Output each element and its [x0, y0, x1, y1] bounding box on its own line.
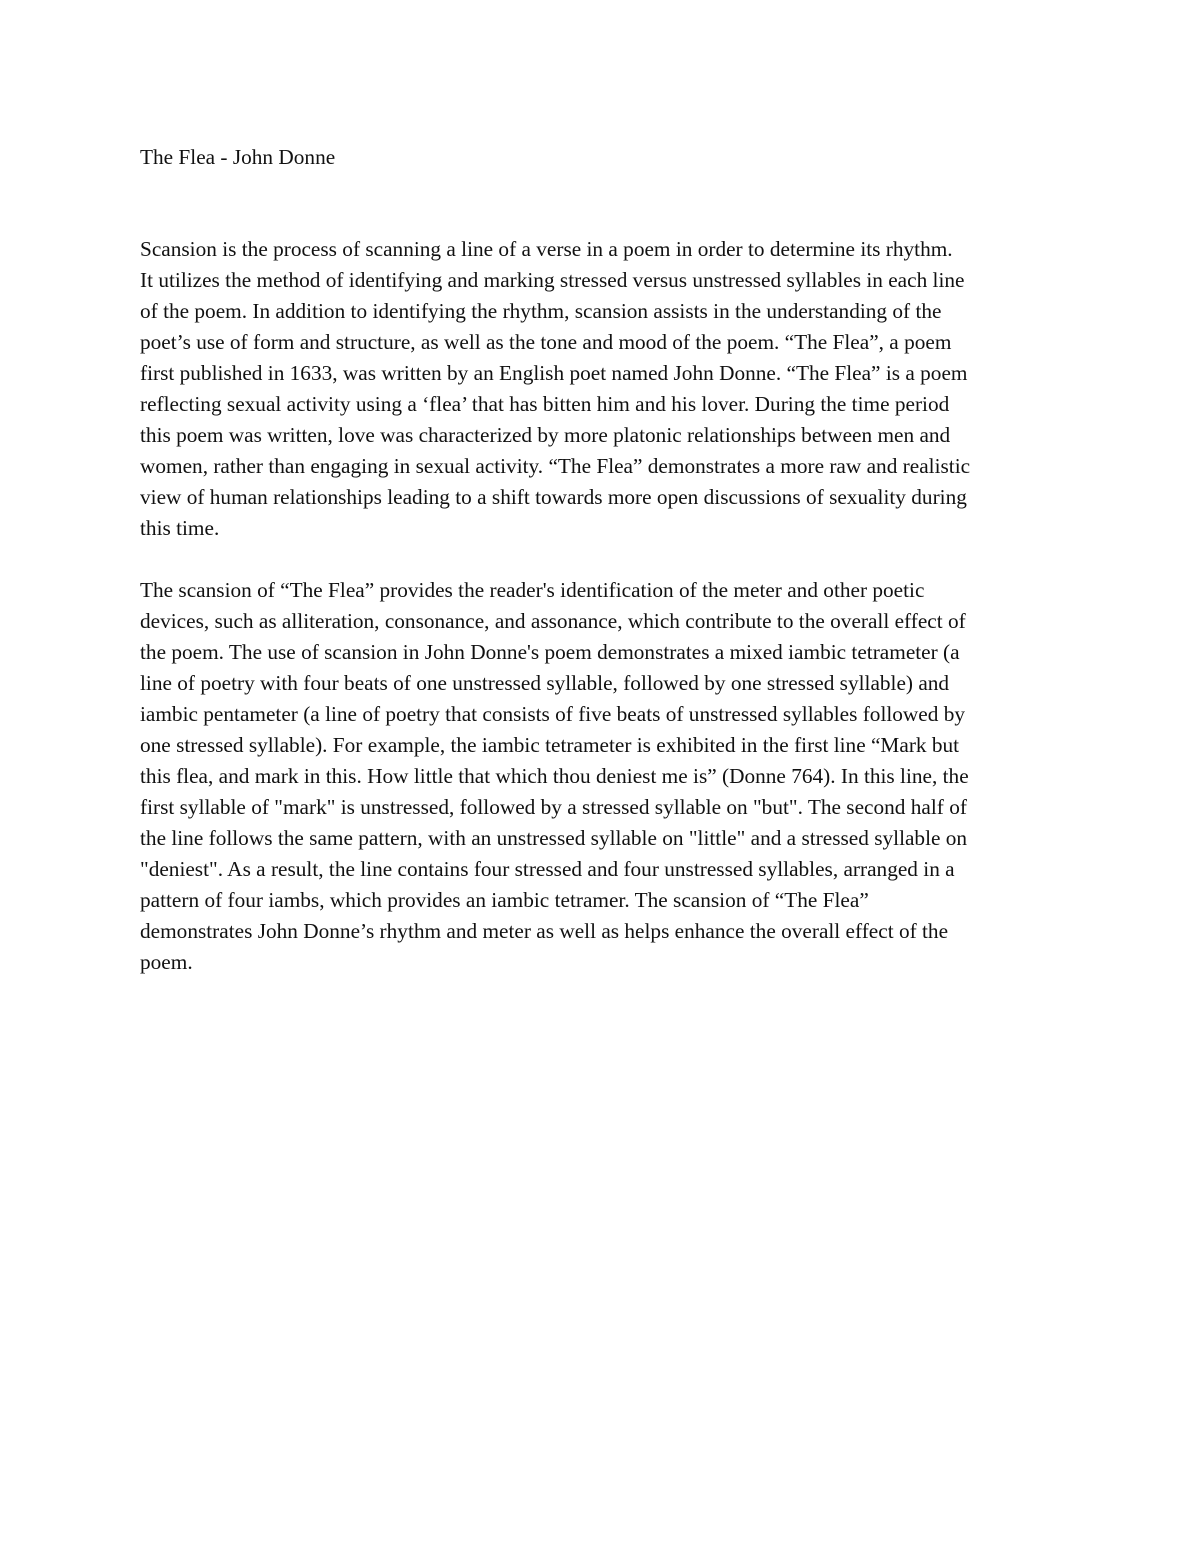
paragraph-line: first published in 1633, was written by an English poet named John Donne. “The Flea” is a poem [140, 361, 968, 385]
paragraph-line: women, rather than engaging in sexual activity. “The Flea” demonstrates a more raw and realistic [140, 454, 971, 478]
paragraph-line: pattern of four iambs, which provides an iambic tetramer. The scansion of “The Flea” [140, 888, 869, 912]
paragraph-line: demonstrates John Donne’s rhythm and meter as well as helps enhance the overall effect of the [140, 919, 949, 943]
paragraph-scansion [140, 575, 969, 978]
paragraph-line: one stressed syllable). For example, the iambic tetrameter is exhibited in the first line “Mark but [140, 733, 960, 757]
paragraph-line: poem. [140, 950, 193, 974]
paragraph-line: this poem was written, love was characterized by more platonic relationships between men and [140, 423, 951, 447]
paragraph-line: reflecting sexual activity using a ‘flea’ that has bitten him and his lover. During the time period [140, 392, 950, 416]
paragraph-line: the poem. The use of scansion in John Donne's poem demonstrates a mixed iambic tetrameter (a [140, 640, 960, 664]
paragraph-line: first syllable of "mark" is unstressed, followed by a stressed syllable on "but". The second half of [140, 795, 967, 819]
paragraph-line: of the poem. In addition to identifying the rhythm, scansion assists in the understanding of the [140, 299, 942, 323]
paragraph-line: this time. [140, 516, 220, 540]
document-title: The Flea - John Donne [140, 145, 336, 169]
paragraph-intro [140, 234, 970, 544]
paragraph-line: iambic pentameter (a line of poetry that consists of five beats of unstressed syllables followed by [140, 702, 966, 726]
paragraph-line: view of human relationships leading to a shift towards more open discussions of sexuality during [140, 485, 967, 509]
paragraph-line: Scansion is the process of scanning a line of a verse in a poem in order to determine its rhythm. [140, 237, 953, 261]
paragraph-line: poet’s use of form and structure, as well as the tone and mood of the poem. “The Flea”, a poem [140, 330, 952, 354]
paragraph-line: line of poetry with four beats of one unstressed syllable, followed by one stressed syllable) and [140, 671, 950, 695]
paragraph-line: this flea, and mark in this. How little that which thou deniest me is” (Donne 764). In this line, the [140, 764, 969, 788]
paragraph-line: The scansion of “The Flea” provides the reader's identification of the meter and other poetic [140, 578, 925, 602]
paragraph-line: the line follows the same pattern, with an unstressed syllable on "little" and a stressed syllable on [140, 826, 968, 850]
paragraph-line: It utilizes the method of identifying and marking stressed versus unstressed syllables in each line [140, 268, 965, 292]
paragraph-line: "deniest". As a result, the line contains four stressed and four unstressed syllables, arranged in a [140, 857, 955, 881]
paragraph-line: devices, such as alliteration, consonance, and assonance, which contribute to the overall effect of [140, 609, 966, 633]
